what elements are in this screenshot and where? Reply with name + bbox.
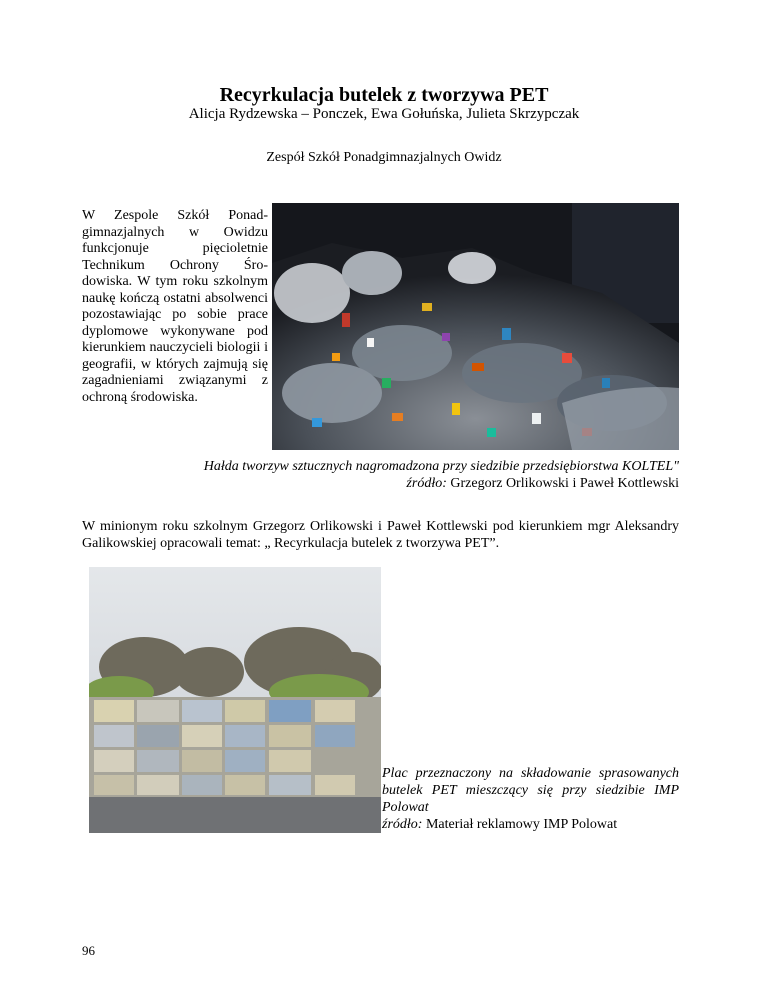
figure2-caption: Plac przeznaczony na składowanie sprasowanych butelek PET mieszczący się przy siedzibie IMP Polowat: [382, 766, 679, 815]
second-paragraph: W minionym roku szkolnym Grzegorz Orlikowski i Paweł Kottlewski pod kierunkiem mgr Aleksandry Galikowskiej opracowali temat: „ Recyrkulacja butelek z tworzywa PET”.: [82, 519, 679, 551]
figure2-source: [382, 816, 679, 833]
figure1-source-label: źródło:: [406, 476, 447, 491]
figure1-source-text: Grzegorz Orlikowski i Paweł Kottlewski: [450, 476, 679, 491]
figure2-caption-block: [382, 765, 679, 833]
figure1-caption: Hałda tworzyw sztucznych nagromadzona przy siedzibie przedsiębiorstwa KOLTEL": [203, 459, 679, 474]
pet-bales-photo: [89, 567, 381, 833]
page-number: 96: [82, 943, 95, 958]
figure1-source: [100, 475, 679, 492]
intro-paragraph: W Zespole Szkół Ponadgimnazjalnych w Owidzu funkcjonuje pięcioletnie Technikum Ochrony Środowiska. W tym roku szkolnym naukę kończą ostatni absolwenci pozostawiając po sobie prace dyplomowe wykonywane pod kierunkiem nauczycieli biologii i geografii, w których zajmują się zagadnieniami związanymi z ochroną środowiska.: [82, 208, 268, 405]
authors-line: Alicja Rydzewska – Ponczek, Ewa Gołuńska, Julieta Skrzypczak: [188, 106, 580, 122]
figure2-source-text: Materiał reklamowy IMP Polowat: [425, 817, 618, 832]
school-name: Zespół Szkół Ponadgimnazjalnych Owidz: [266, 150, 502, 165]
figure2-source-label: źródło:: [382, 817, 423, 832]
plastic-heap-photo: [272, 203, 679, 450]
page-title: Recyrkulacja butelek z tworzywa PET: [219, 84, 549, 106]
figure1-caption-block: [100, 458, 679, 492]
